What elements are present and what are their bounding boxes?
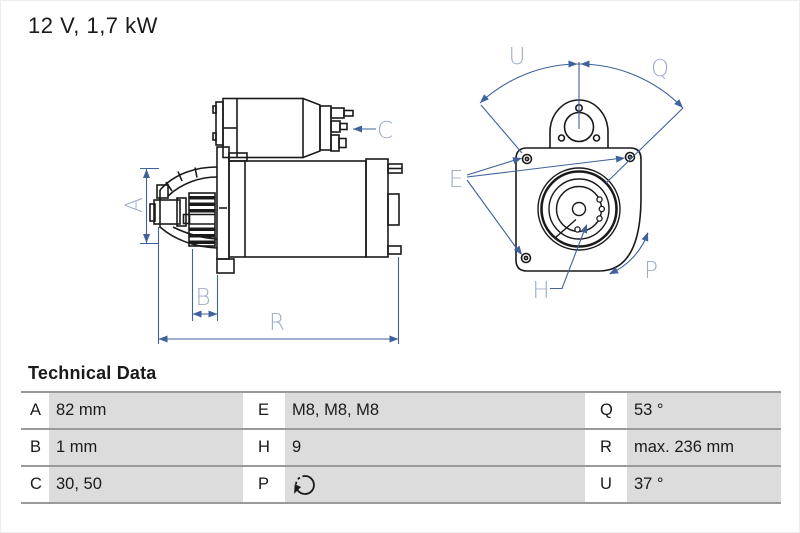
- dimension-label-p: P: [644, 258, 658, 284]
- dimension-label-q: Q: [650, 56, 670, 82]
- table-key-cell: Q: [591, 393, 627, 428]
- technical-drawing: [1, 1, 800, 361]
- starter-motor-side-outline: [150, 99, 402, 274]
- front-view: [449, 44, 686, 304]
- motor-body: [229, 153, 366, 257]
- solenoid: [213, 99, 331, 158]
- table-value-cell: 37 °: [627, 467, 781, 502]
- mounting-flange: [217, 147, 234, 273]
- rear-end-cap: [366, 159, 402, 257]
- solenoid-terminals: [331, 108, 353, 151]
- table-value-cell: 82 mm: [49, 393, 243, 428]
- technical-data-heading: Technical Data: [28, 363, 157, 383]
- dimension-label-b: B: [195, 285, 211, 311]
- dimension-label-u: U: [508, 44, 526, 70]
- table-key-cell: A: [21, 393, 49, 428]
- table-row: [21, 428, 781, 465]
- table-key-cell: H: [249, 430, 285, 465]
- table-key-cell: P: [249, 467, 285, 502]
- side-view: [122, 99, 402, 345]
- dimension-label-a: A: [122, 197, 148, 213]
- table-value-cell: max. 236 mm: [627, 430, 781, 465]
- table-value-cell: 1 mm: [49, 430, 243, 465]
- table-key-cell: B: [21, 430, 49, 465]
- table-value-cell: M8, M8, M8: [285, 393, 585, 428]
- dimension-q: [579, 61, 686, 184]
- page-title: 12 V, 1,7 kW: [28, 13, 158, 38]
- front-view-dimensions: [467, 61, 686, 289]
- dimension-label-r: R: [269, 310, 285, 336]
- technical-data-section: [21, 363, 781, 504]
- dimension-label-e: E: [448, 167, 464, 193]
- table-value-cell: [285, 467, 585, 502]
- drive-boss: [538, 168, 620, 250]
- table-key-cell: C: [21, 467, 49, 502]
- table-row: [21, 391, 781, 428]
- table-row: [21, 465, 781, 502]
- table-key-cell: R: [591, 430, 627, 465]
- dimension-label-c: C: [376, 118, 394, 144]
- table-value-cell: 9: [285, 430, 585, 465]
- table-value-cell: 53 °: [627, 393, 781, 428]
- technical-data-table: [21, 391, 781, 504]
- dimension-c: [353, 126, 376, 133]
- table-key-cell: E: [249, 393, 285, 428]
- table-value-cell: 30, 50: [49, 467, 243, 502]
- table-key-cell: U: [591, 467, 627, 502]
- rotation-counterclockwise-icon: [292, 472, 318, 498]
- dimension-label-h: H: [532, 278, 550, 304]
- dimension-h-leader: [550, 223, 590, 289]
